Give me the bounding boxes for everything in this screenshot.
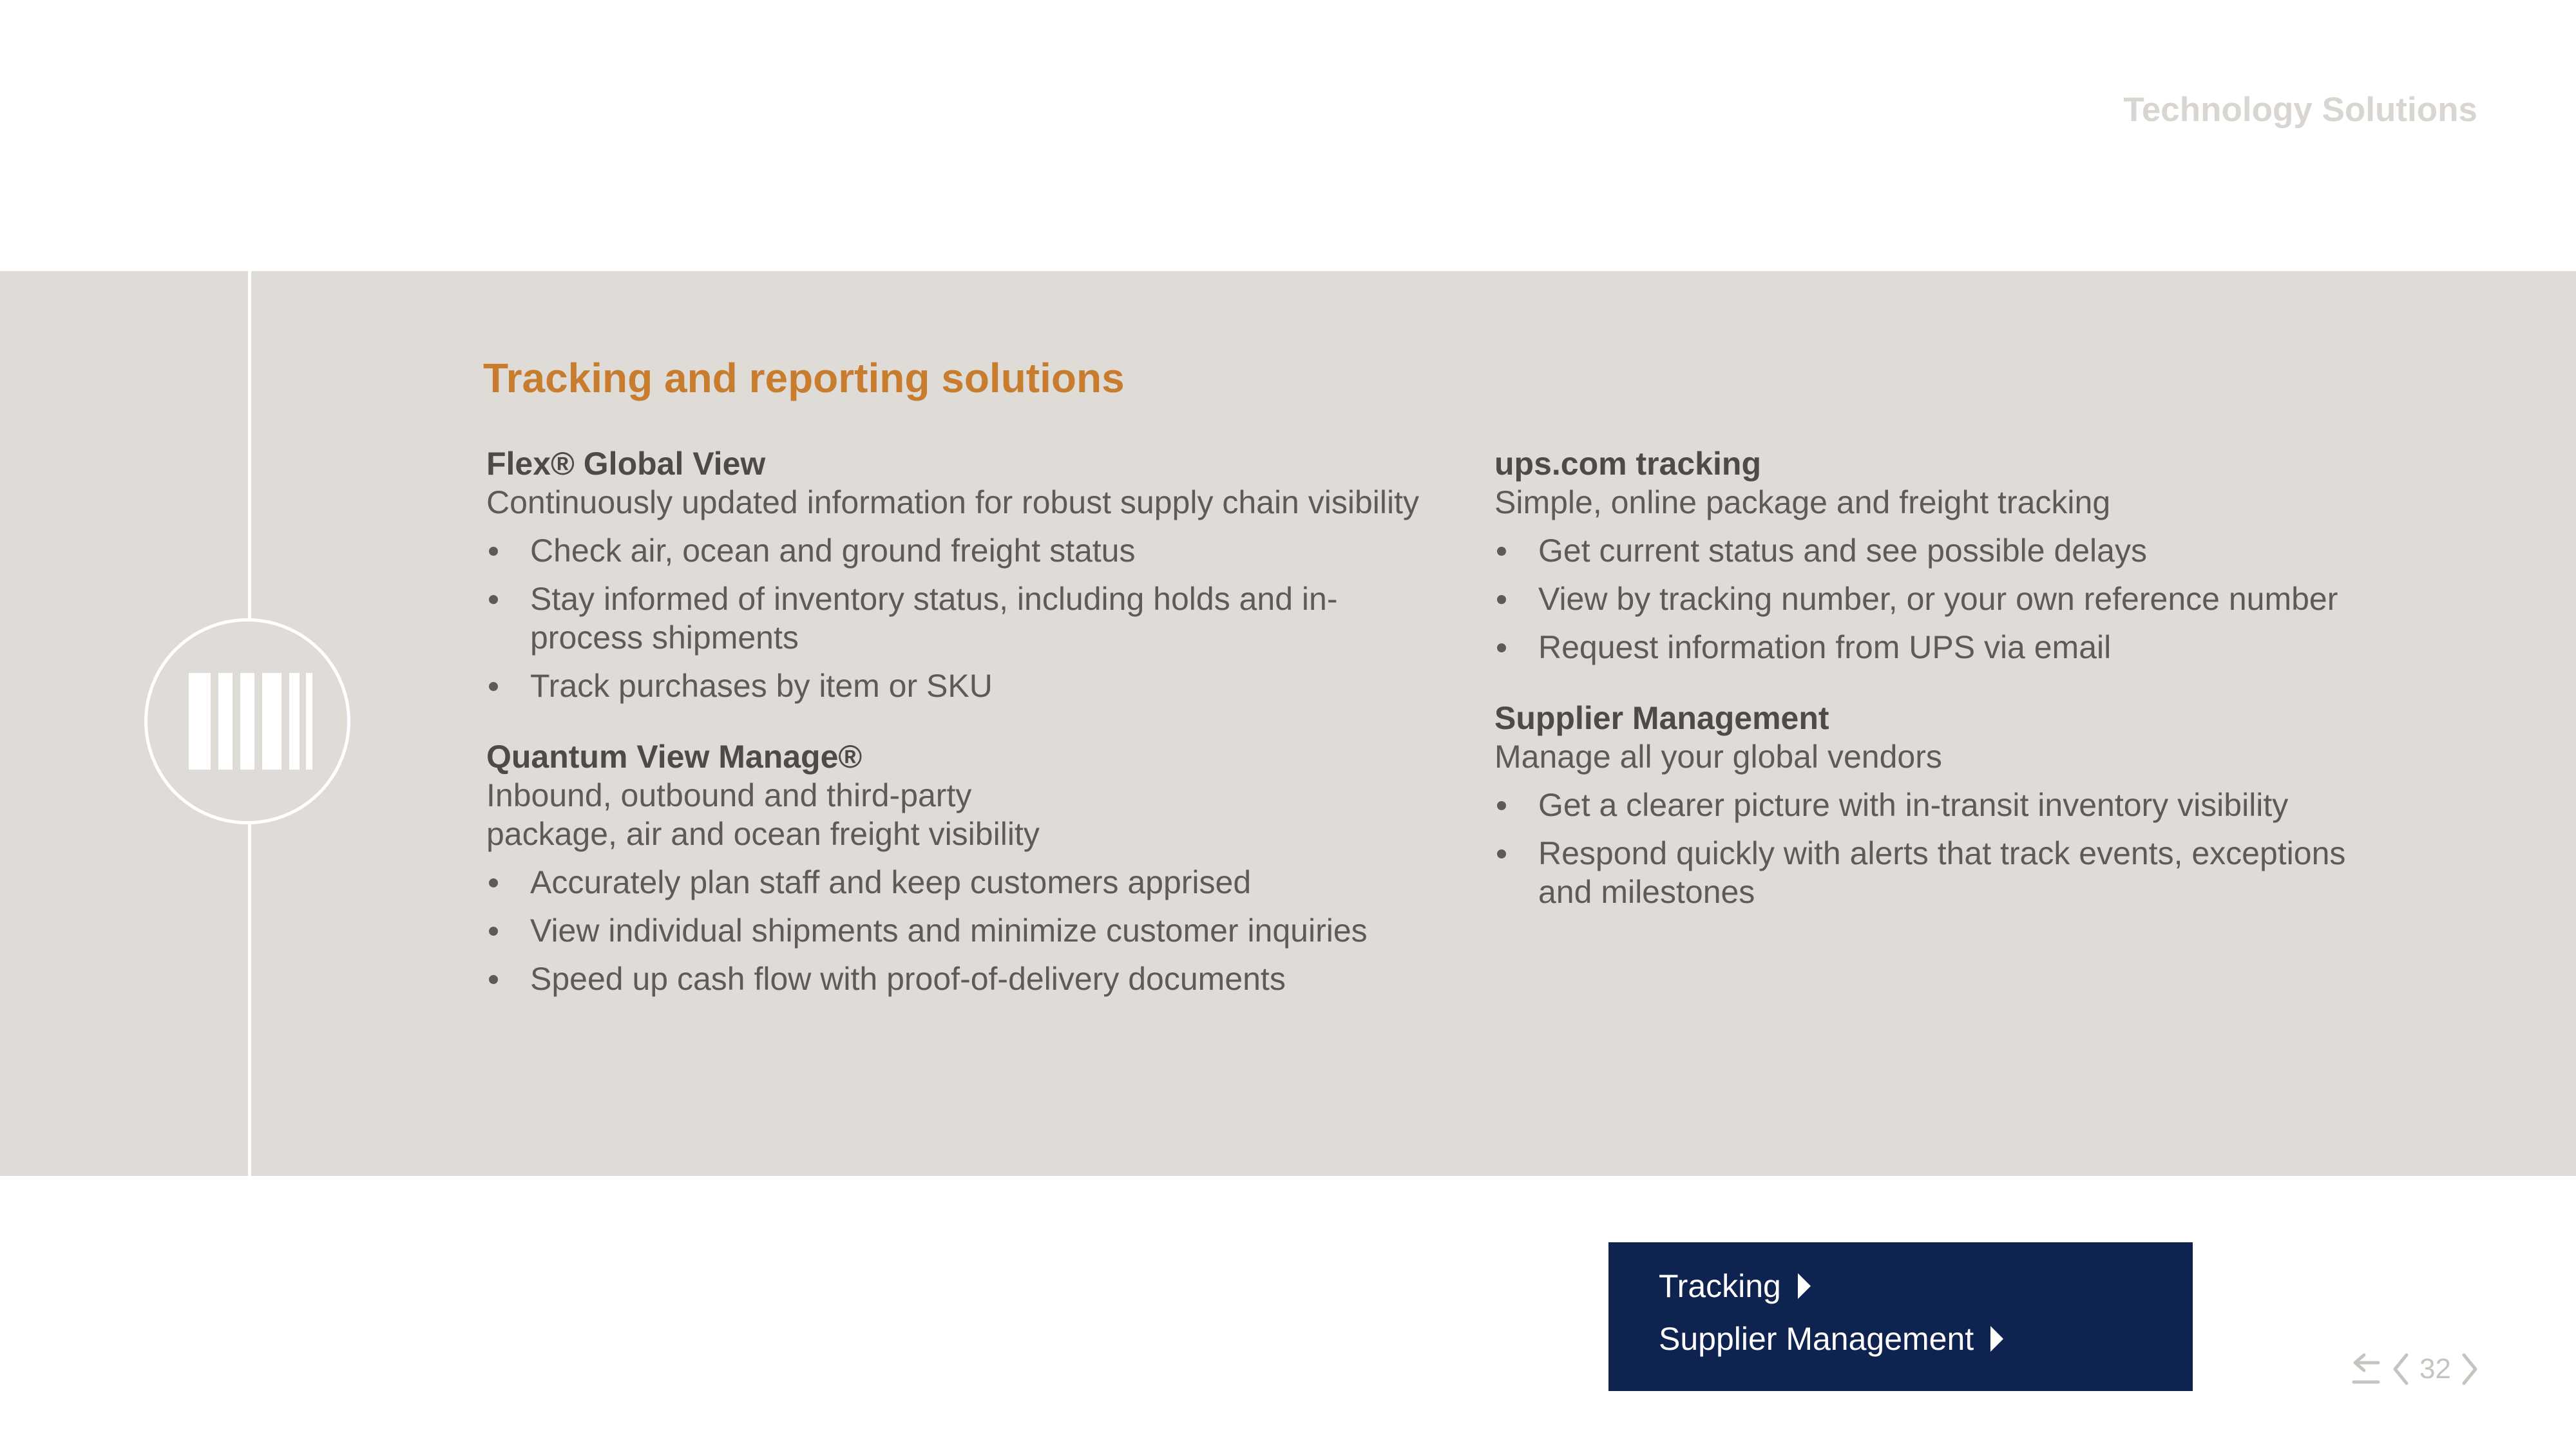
feature-item: Speed up cash flow with proof-of-delivery documents (486, 960, 1440, 998)
solution-title: Quantum View Manage® (486, 739, 863, 775)
back-to-toc-icon[interactable] (2350, 1351, 2382, 1387)
section-title: Tracking and reporting solutions (483, 355, 1125, 401)
feature-item: View by tracking number, or your own reference number (1494, 580, 2396, 618)
solution-description: Manage all your global vendors (1494, 739, 1942, 775)
page-number: 32 (2419, 1353, 2451, 1385)
solution-description: Inbound, outbound and third-party package, air and ocean freight visibility (486, 777, 1040, 852)
supplier-management-link[interactable] (1659, 1320, 2193, 1358)
feature-item: Stay informed of inventory status, including holds and in-process shipments (486, 580, 1368, 657)
feature-item: Get a clearer picture with in-transit inventory visibility (1494, 786, 2396, 824)
barcode-badge (144, 618, 350, 824)
page-navigation (2350, 1351, 2479, 1387)
solution-block (486, 737, 1440, 998)
feature-list (486, 531, 1440, 705)
solution-block (1494, 444, 2396, 667)
feature-item: Respond quickly with alerts that track events, exceptions and milestones (1494, 834, 2396, 911)
feature-item: View individual shipments and minimize customer inquiries (486, 911, 1440, 950)
right-column (1494, 444, 2396, 943)
feature-item: Get current status and see possible delays (1494, 531, 2396, 570)
solution-block (1494, 699, 2396, 911)
quick-links-panel (1608, 1242, 2193, 1391)
play-arrow-icon (1990, 1326, 2003, 1352)
solution-title: Supplier Management (1494, 700, 1829, 736)
tracking-link[interactable] (1659, 1267, 2193, 1305)
tracking-link-label: Tracking (1659, 1268, 1781, 1304)
solution-description: Continuously updated information for robust supply chain visibility (486, 484, 1419, 520)
supplier-management-link-label: Supplier Management (1659, 1321, 1974, 1357)
feature-list (486, 863, 1440, 998)
barcode-icon (189, 673, 318, 770)
play-arrow-icon (1798, 1273, 1811, 1299)
next-page-icon[interactable] (2460, 1351, 2479, 1387)
solution-description: Simple, online package and freight tracking (1494, 484, 2111, 520)
feature-list (1494, 786, 2396, 911)
left-column (486, 444, 1440, 1030)
solution-title: ups.com tracking (1494, 446, 1761, 482)
feature-item: Check air, ocean and ground freight status (486, 531, 1440, 570)
feature-item: Request information from UPS via email (1494, 628, 2396, 667)
solution-title: Flex® Global View (486, 446, 766, 482)
solution-block (486, 444, 1440, 705)
previous-page-icon[interactable] (2391, 1351, 2410, 1387)
feature-list (1494, 531, 2396, 667)
feature-item: Track purchases by item or SKU (486, 667, 1440, 705)
feature-item: Accurately plan staff and keep customers apprised (486, 863, 1440, 902)
header-section-name: Technology Solutions (2123, 91, 2477, 129)
